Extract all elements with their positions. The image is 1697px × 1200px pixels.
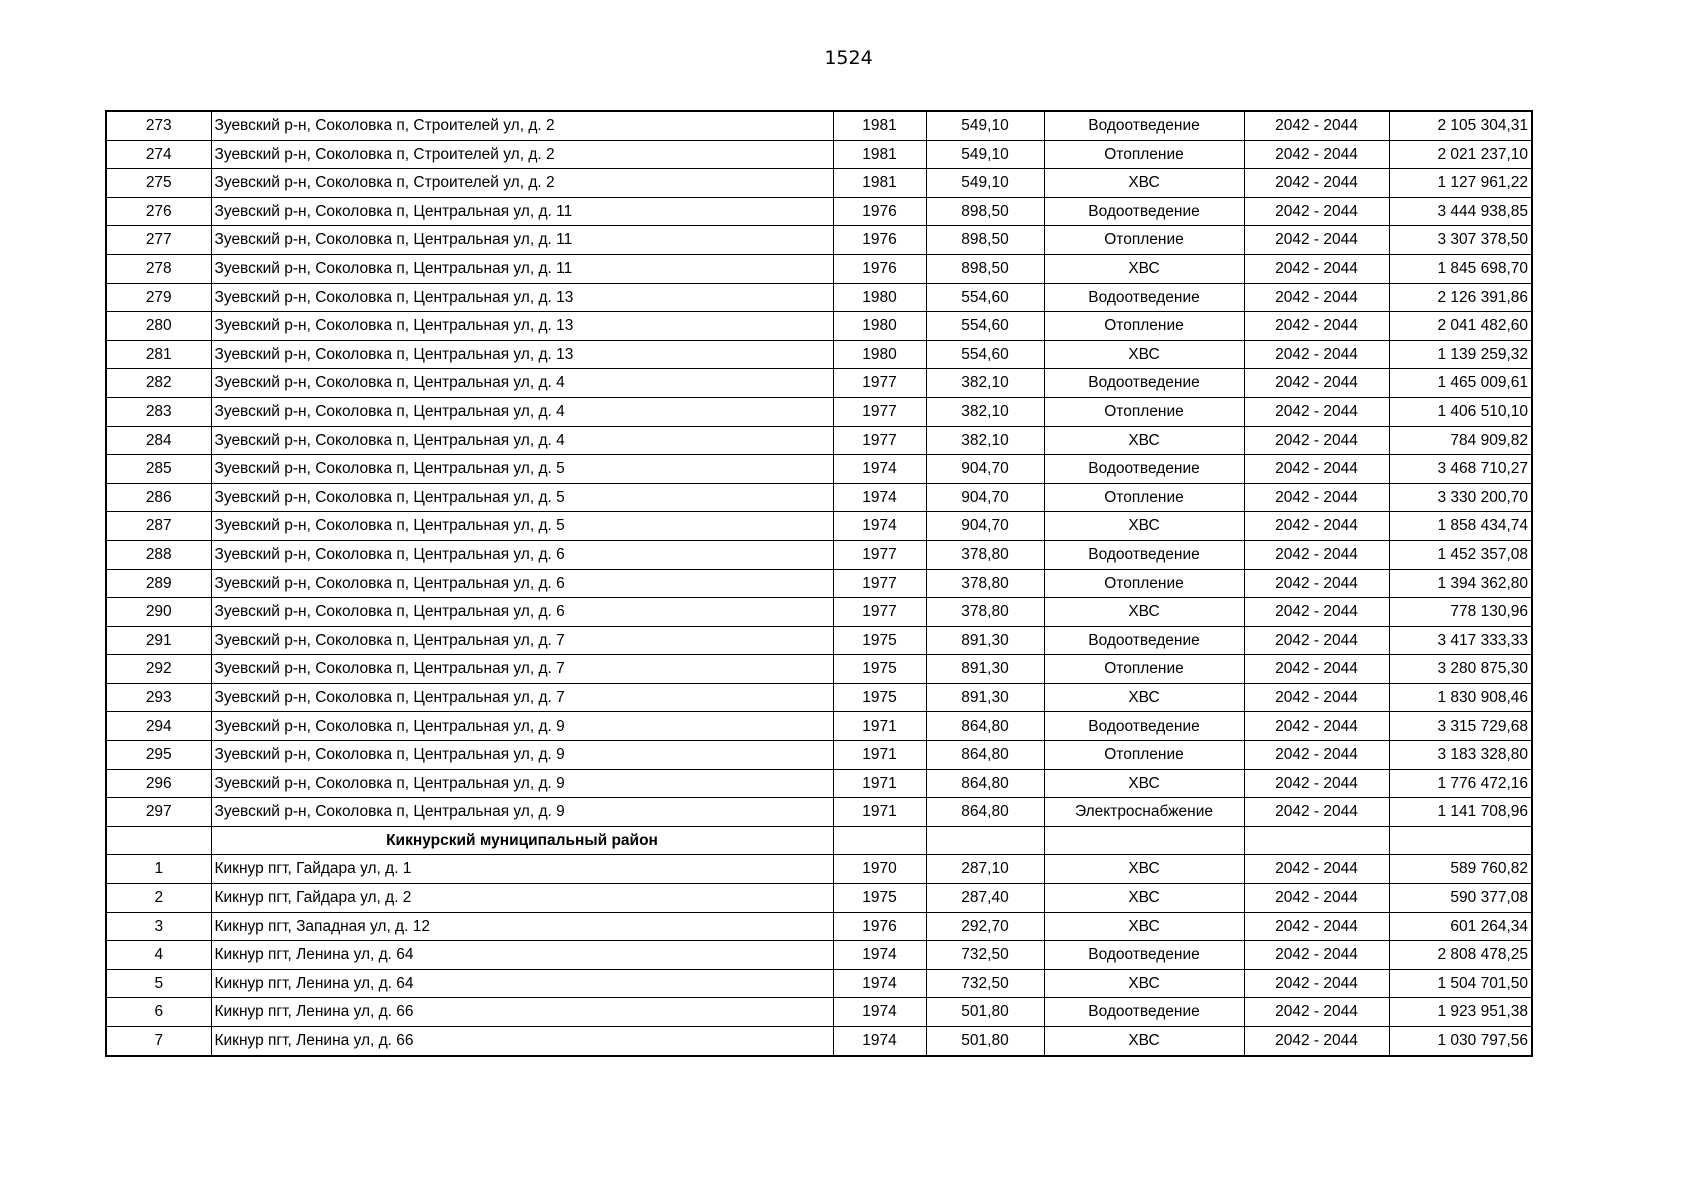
build-year-cell: 1975	[833, 626, 926, 655]
address-cell: Зуевский р-н, Соколовка п, Центральная ул, д. 13	[211, 340, 833, 369]
table-row	[106, 426, 1532, 455]
row-number-cell: 292	[106, 655, 211, 684]
cost-cell: 784 909,82	[1389, 426, 1532, 455]
period-cell: 2042 - 2044	[1244, 884, 1389, 913]
period-cell: 2042 - 2044	[1244, 111, 1389, 140]
period-cell: 2042 - 2044	[1244, 941, 1389, 970]
empty-cell	[833, 826, 926, 855]
address-cell: Зуевский р-н, Соколовка п, Центральная ул, д. 13	[211, 283, 833, 312]
row-number-cell: 285	[106, 455, 211, 484]
work-type-cell: ХВС	[1044, 169, 1244, 198]
address-cell: Кикнур пгт, Западная ул, д. 12	[211, 912, 833, 941]
table-row	[106, 369, 1532, 398]
address-cell: Зуевский р-н, Соколовка п, Центральная ул, д. 6	[211, 598, 833, 627]
period-cell: 2042 - 2044	[1244, 312, 1389, 341]
address-cell: Зуевский р-н, Соколовка п, Центральная ул, д. 9	[211, 741, 833, 770]
cost-cell: 601 264,34	[1389, 912, 1532, 941]
period-cell: 2042 - 2044	[1244, 254, 1389, 283]
table-row	[106, 197, 1532, 226]
area-cell: 891,30	[926, 683, 1044, 712]
work-type-cell: Водоотведение	[1044, 540, 1244, 569]
row-number-cell: 273	[106, 111, 211, 140]
row-number-cell: 289	[106, 569, 211, 598]
build-year-cell: 1971	[833, 769, 926, 798]
cost-cell: 1 923 951,38	[1389, 998, 1532, 1027]
build-year-cell: 1971	[833, 798, 926, 827]
build-year-cell: 1974	[833, 512, 926, 541]
address-cell: Зуевский р-н, Соколовка п, Центральная ул, д. 11	[211, 197, 833, 226]
row-number-cell: 296	[106, 769, 211, 798]
row-number-cell: 287	[106, 512, 211, 541]
work-type-cell: Водоотведение	[1044, 111, 1244, 140]
area-cell: 549,10	[926, 169, 1044, 198]
address-cell: Зуевский р-н, Соколовка п, Центральная ул, д. 7	[211, 683, 833, 712]
work-type-cell: ХВС	[1044, 884, 1244, 913]
work-type-cell: Водоотведение	[1044, 197, 1244, 226]
row-number-cell: 295	[106, 741, 211, 770]
period-cell: 2042 - 2044	[1244, 369, 1389, 398]
area-cell: 864,80	[926, 798, 1044, 827]
period-cell: 2042 - 2044	[1244, 798, 1389, 827]
work-type-cell: Отопление	[1044, 226, 1244, 255]
table-row	[106, 254, 1532, 283]
address-cell: Зуевский р-н, Соколовка п, Центральная ул, д. 4	[211, 426, 833, 455]
build-year-cell: 1974	[833, 941, 926, 970]
table-row	[106, 941, 1532, 970]
cost-cell: 3 280 875,30	[1389, 655, 1532, 684]
cost-cell: 1 465 009,61	[1389, 369, 1532, 398]
table-row	[106, 397, 1532, 426]
work-type-cell: Водоотведение	[1044, 283, 1244, 312]
build-year-cell: 1974	[833, 969, 926, 998]
area-cell: 378,80	[926, 569, 1044, 598]
cost-cell: 1 845 698,70	[1389, 254, 1532, 283]
area-cell: 904,70	[926, 455, 1044, 484]
period-cell: 2042 - 2044	[1244, 969, 1389, 998]
area-cell: 382,10	[926, 369, 1044, 398]
address-cell: Кикнур пгт, Ленина ул, д. 66	[211, 998, 833, 1027]
address-cell: Зуевский р-н, Соколовка п, Строителей ул, д. 2	[211, 140, 833, 169]
section-title: Кикнурский муниципальный район	[211, 826, 833, 855]
table-row	[106, 598, 1532, 627]
address-cell: Кикнур пгт, Гайдара ул, д. 2	[211, 884, 833, 913]
area-cell: 898,50	[926, 254, 1044, 283]
cost-cell: 1 776 472,16	[1389, 769, 1532, 798]
period-cell: 2042 - 2044	[1244, 197, 1389, 226]
build-year-cell: 1975	[833, 655, 926, 684]
build-year-cell: 1977	[833, 540, 926, 569]
cost-cell: 1 858 434,74	[1389, 512, 1532, 541]
table-row	[106, 1027, 1532, 1056]
period-cell: 2042 - 2044	[1244, 855, 1389, 884]
work-type-cell: Водоотведение	[1044, 369, 1244, 398]
repair-schedule-table	[105, 110, 1533, 1057]
area-cell: 554,60	[926, 312, 1044, 341]
area-cell: 549,10	[926, 140, 1044, 169]
cost-cell: 3 444 938,85	[1389, 197, 1532, 226]
table-row	[106, 312, 1532, 341]
cost-cell: 3 307 378,50	[1389, 226, 1532, 255]
section-header-row	[106, 826, 1532, 855]
address-cell: Зуевский р-н, Соколовка п, Центральная ул, д. 5	[211, 483, 833, 512]
row-number-cell: 275	[106, 169, 211, 198]
row-number-cell: 274	[106, 140, 211, 169]
period-cell: 2042 - 2044	[1244, 598, 1389, 627]
area-cell: 864,80	[926, 712, 1044, 741]
row-number-cell: 280	[106, 312, 211, 341]
row-number-cell: 290	[106, 598, 211, 627]
work-type-cell: Отопление	[1044, 741, 1244, 770]
area-cell: 904,70	[926, 483, 1044, 512]
address-cell: Кикнур пгт, Гайдара ул, д. 1	[211, 855, 833, 884]
table-row	[106, 884, 1532, 913]
period-cell: 2042 - 2044	[1244, 912, 1389, 941]
build-year-cell: 1981	[833, 169, 926, 198]
cost-cell: 1 141 708,96	[1389, 798, 1532, 827]
area-cell: 898,50	[926, 197, 1044, 226]
area-cell: 382,10	[926, 397, 1044, 426]
work-type-cell: ХВС	[1044, 769, 1244, 798]
address-cell: Кикнур пгт, Ленина ул, д. 64	[211, 941, 833, 970]
table-row	[106, 540, 1532, 569]
cost-cell: 3 417 333,33	[1389, 626, 1532, 655]
work-type-cell: ХВС	[1044, 912, 1244, 941]
address-cell: Зуевский р-н, Соколовка п, Центральная ул, д. 6	[211, 540, 833, 569]
area-cell: 287,10	[926, 855, 1044, 884]
build-year-cell: 1970	[833, 855, 926, 884]
area-cell: 287,40	[926, 884, 1044, 913]
address-cell: Зуевский р-н, Соколовка п, Центральная ул, д. 7	[211, 626, 833, 655]
cost-cell: 1 830 908,46	[1389, 683, 1532, 712]
table-row	[106, 969, 1532, 998]
row-number-cell: 277	[106, 226, 211, 255]
empty-cell	[1044, 826, 1244, 855]
area-cell: 501,80	[926, 1027, 1044, 1056]
address-cell: Зуевский р-н, Соколовка п, Строителей ул, д. 2	[211, 169, 833, 198]
address-cell: Зуевский р-н, Соколовка п, Центральная ул, д. 11	[211, 254, 833, 283]
area-cell: 554,60	[926, 283, 1044, 312]
period-cell: 2042 - 2044	[1244, 769, 1389, 798]
address-cell: Кикнур пгт, Ленина ул, д. 66	[211, 1027, 833, 1056]
area-cell: 292,70	[926, 912, 1044, 941]
row-number-cell: 278	[106, 254, 211, 283]
cost-cell: 1 452 357,08	[1389, 540, 1532, 569]
work-type-cell: Водоотведение	[1044, 712, 1244, 741]
row-number-cell: 284	[106, 426, 211, 455]
cost-cell: 2 808 478,25	[1389, 941, 1532, 970]
row-number-cell: 283	[106, 397, 211, 426]
cost-cell: 3 183 328,80	[1389, 741, 1532, 770]
build-year-cell: 1971	[833, 712, 926, 741]
build-year-cell: 1976	[833, 912, 926, 941]
work-type-cell: Отопление	[1044, 397, 1244, 426]
work-type-cell: Водоотведение	[1044, 998, 1244, 1027]
row-number-cell: 6	[106, 998, 211, 1027]
work-type-cell: Отопление	[1044, 312, 1244, 341]
table-row	[106, 140, 1532, 169]
work-type-cell: ХВС	[1044, 1027, 1244, 1056]
build-year-cell: 1977	[833, 397, 926, 426]
work-type-cell: ХВС	[1044, 340, 1244, 369]
table-body	[106, 111, 1532, 1056]
table-row	[106, 340, 1532, 369]
work-type-cell: ХВС	[1044, 512, 1244, 541]
period-cell: 2042 - 2044	[1244, 426, 1389, 455]
table-row	[106, 626, 1532, 655]
address-cell: Зуевский р-н, Соколовка п, Центральная ул, д. 5	[211, 512, 833, 541]
cost-cell: 1 504 701,50	[1389, 969, 1532, 998]
area-cell: 864,80	[926, 769, 1044, 798]
build-year-cell: 1974	[833, 998, 926, 1027]
period-cell: 2042 - 2044	[1244, 540, 1389, 569]
build-year-cell: 1977	[833, 598, 926, 627]
work-type-cell: ХВС	[1044, 969, 1244, 998]
area-cell: 904,70	[926, 512, 1044, 541]
cost-cell: 3 468 710,27	[1389, 455, 1532, 484]
empty-cell	[926, 826, 1044, 855]
table-row	[106, 283, 1532, 312]
work-type-cell: Водоотведение	[1044, 941, 1244, 970]
work-type-cell: Водоотведение	[1044, 455, 1244, 484]
period-cell: 2042 - 2044	[1244, 683, 1389, 712]
work-type-cell: ХВС	[1044, 426, 1244, 455]
work-type-cell: Отопление	[1044, 655, 1244, 684]
area-cell: 891,30	[926, 626, 1044, 655]
cost-cell: 3 330 200,70	[1389, 483, 1532, 512]
area-cell: 898,50	[926, 226, 1044, 255]
build-year-cell: 1980	[833, 340, 926, 369]
build-year-cell: 1975	[833, 683, 926, 712]
address-cell: Зуевский р-н, Соколовка п, Центральная ул, д. 7	[211, 655, 833, 684]
build-year-cell: 1974	[833, 1027, 926, 1056]
address-cell: Зуевский р-н, Соколовка п, Центральная ул, д. 9	[211, 798, 833, 827]
page-number: 1524	[824, 47, 873, 69]
period-cell: 2042 - 2044	[1244, 283, 1389, 312]
build-year-cell: 1974	[833, 483, 926, 512]
build-year-cell: 1981	[833, 111, 926, 140]
work-type-cell: ХВС	[1044, 598, 1244, 627]
table-row	[106, 712, 1532, 741]
cost-cell: 1 127 961,22	[1389, 169, 1532, 198]
period-cell: 2042 - 2044	[1244, 397, 1389, 426]
period-cell: 2042 - 2044	[1244, 712, 1389, 741]
period-cell: 2042 - 2044	[1244, 741, 1389, 770]
table-row	[106, 569, 1532, 598]
table-row	[106, 655, 1532, 684]
cost-cell: 2 126 391,86	[1389, 283, 1532, 312]
area-cell: 378,80	[926, 540, 1044, 569]
row-number-cell: 4	[106, 941, 211, 970]
area-cell: 554,60	[926, 340, 1044, 369]
row-number-cell: 276	[106, 197, 211, 226]
table-row	[106, 111, 1532, 140]
build-year-cell: 1981	[833, 140, 926, 169]
empty-cell	[1244, 826, 1389, 855]
empty-cell	[106, 826, 211, 855]
table-row	[106, 855, 1532, 884]
work-type-cell: Отопление	[1044, 140, 1244, 169]
work-type-cell: Водоотведение	[1044, 626, 1244, 655]
row-number-cell: 291	[106, 626, 211, 655]
cost-cell: 1 406 510,10	[1389, 397, 1532, 426]
table-row	[106, 483, 1532, 512]
row-number-cell: 297	[106, 798, 211, 827]
cost-cell: 1 030 797,56	[1389, 1027, 1532, 1056]
cost-cell: 778 130,96	[1389, 598, 1532, 627]
address-cell: Зуевский р-н, Соколовка п, Центральная ул, д. 4	[211, 397, 833, 426]
work-type-cell: Электроснабжение	[1044, 798, 1244, 827]
work-type-cell: Отопление	[1044, 569, 1244, 598]
build-year-cell: 1980	[833, 312, 926, 341]
area-cell: 378,80	[926, 598, 1044, 627]
row-number-cell: 2	[106, 884, 211, 913]
row-number-cell: 1	[106, 855, 211, 884]
build-year-cell: 1976	[833, 226, 926, 255]
build-year-cell: 1977	[833, 426, 926, 455]
build-year-cell: 1980	[833, 283, 926, 312]
address-cell: Зуевский р-н, Соколовка п, Центральная ул, д. 9	[211, 769, 833, 798]
area-cell: 864,80	[926, 741, 1044, 770]
address-cell: Зуевский р-н, Соколовка п, Центральная ул, д. 9	[211, 712, 833, 741]
area-cell: 549,10	[926, 111, 1044, 140]
address-cell: Зуевский р-н, Соколовка п, Центральная ул, д. 6	[211, 569, 833, 598]
table-row	[106, 169, 1532, 198]
address-cell: Зуевский р-н, Соколовка п, Строителей ул, д. 2	[211, 111, 833, 140]
work-type-cell: ХВС	[1044, 683, 1244, 712]
row-number-cell: 288	[106, 540, 211, 569]
period-cell: 2042 - 2044	[1244, 998, 1389, 1027]
row-number-cell: 281	[106, 340, 211, 369]
period-cell: 2042 - 2044	[1244, 340, 1389, 369]
build-year-cell: 1974	[833, 455, 926, 484]
table-row	[106, 512, 1532, 541]
cost-cell: 590 377,08	[1389, 884, 1532, 913]
cost-cell: 2 105 304,31	[1389, 111, 1532, 140]
empty-cell	[1389, 826, 1532, 855]
cost-cell: 1 139 259,32	[1389, 340, 1532, 369]
area-cell: 891,30	[926, 655, 1044, 684]
area-cell: 732,50	[926, 941, 1044, 970]
address-cell: Кикнур пгт, Ленина ул, д. 64	[211, 969, 833, 998]
area-cell: 382,10	[926, 426, 1044, 455]
cost-cell: 589 760,82	[1389, 855, 1532, 884]
period-cell: 2042 - 2044	[1244, 140, 1389, 169]
row-number-cell: 279	[106, 283, 211, 312]
period-cell: 2042 - 2044	[1244, 455, 1389, 484]
table-row	[106, 741, 1532, 770]
period-cell: 2042 - 2044	[1244, 1027, 1389, 1056]
row-number-cell: 5	[106, 969, 211, 998]
table-row	[106, 798, 1532, 827]
row-number-cell: 294	[106, 712, 211, 741]
table-row	[106, 912, 1532, 941]
table-row	[106, 769, 1532, 798]
table-row	[106, 455, 1532, 484]
cost-cell: 2 021 237,10	[1389, 140, 1532, 169]
address-cell: Зуевский р-н, Соколовка п, Центральная ул, д. 11	[211, 226, 833, 255]
area-cell: 501,80	[926, 998, 1044, 1027]
work-type-cell: ХВС	[1044, 254, 1244, 283]
period-cell: 2042 - 2044	[1244, 483, 1389, 512]
build-year-cell: 1975	[833, 884, 926, 913]
table-row	[106, 998, 1532, 1027]
cost-cell: 2 041 482,60	[1389, 312, 1532, 341]
build-year-cell: 1976	[833, 197, 926, 226]
build-year-cell: 1971	[833, 741, 926, 770]
cost-cell: 1 394 362,80	[1389, 569, 1532, 598]
area-cell: 732,50	[926, 969, 1044, 998]
address-cell: Зуевский р-н, Соколовка п, Центральная ул, д. 13	[211, 312, 833, 341]
period-cell: 2042 - 2044	[1244, 226, 1389, 255]
cost-cell: 3 315 729,68	[1389, 712, 1532, 741]
row-number-cell: 3	[106, 912, 211, 941]
row-number-cell: 7	[106, 1027, 211, 1056]
work-type-cell: Отопление	[1044, 483, 1244, 512]
period-cell: 2042 - 2044	[1244, 626, 1389, 655]
address-cell: Зуевский р-н, Соколовка п, Центральная ул, д. 5	[211, 455, 833, 484]
build-year-cell: 1977	[833, 569, 926, 598]
period-cell: 2042 - 2044	[1244, 169, 1389, 198]
period-cell: 2042 - 2044	[1244, 512, 1389, 541]
table-row	[106, 683, 1532, 712]
row-number-cell: 286	[106, 483, 211, 512]
build-year-cell: 1977	[833, 369, 926, 398]
work-type-cell: ХВС	[1044, 855, 1244, 884]
period-cell: 2042 - 2044	[1244, 569, 1389, 598]
row-number-cell: 293	[106, 683, 211, 712]
table-row	[106, 226, 1532, 255]
period-cell: 2042 - 2044	[1244, 655, 1389, 684]
row-number-cell: 282	[106, 369, 211, 398]
address-cell: Зуевский р-н, Соколовка п, Центральная ул, д. 4	[211, 369, 833, 398]
build-year-cell: 1976	[833, 254, 926, 283]
